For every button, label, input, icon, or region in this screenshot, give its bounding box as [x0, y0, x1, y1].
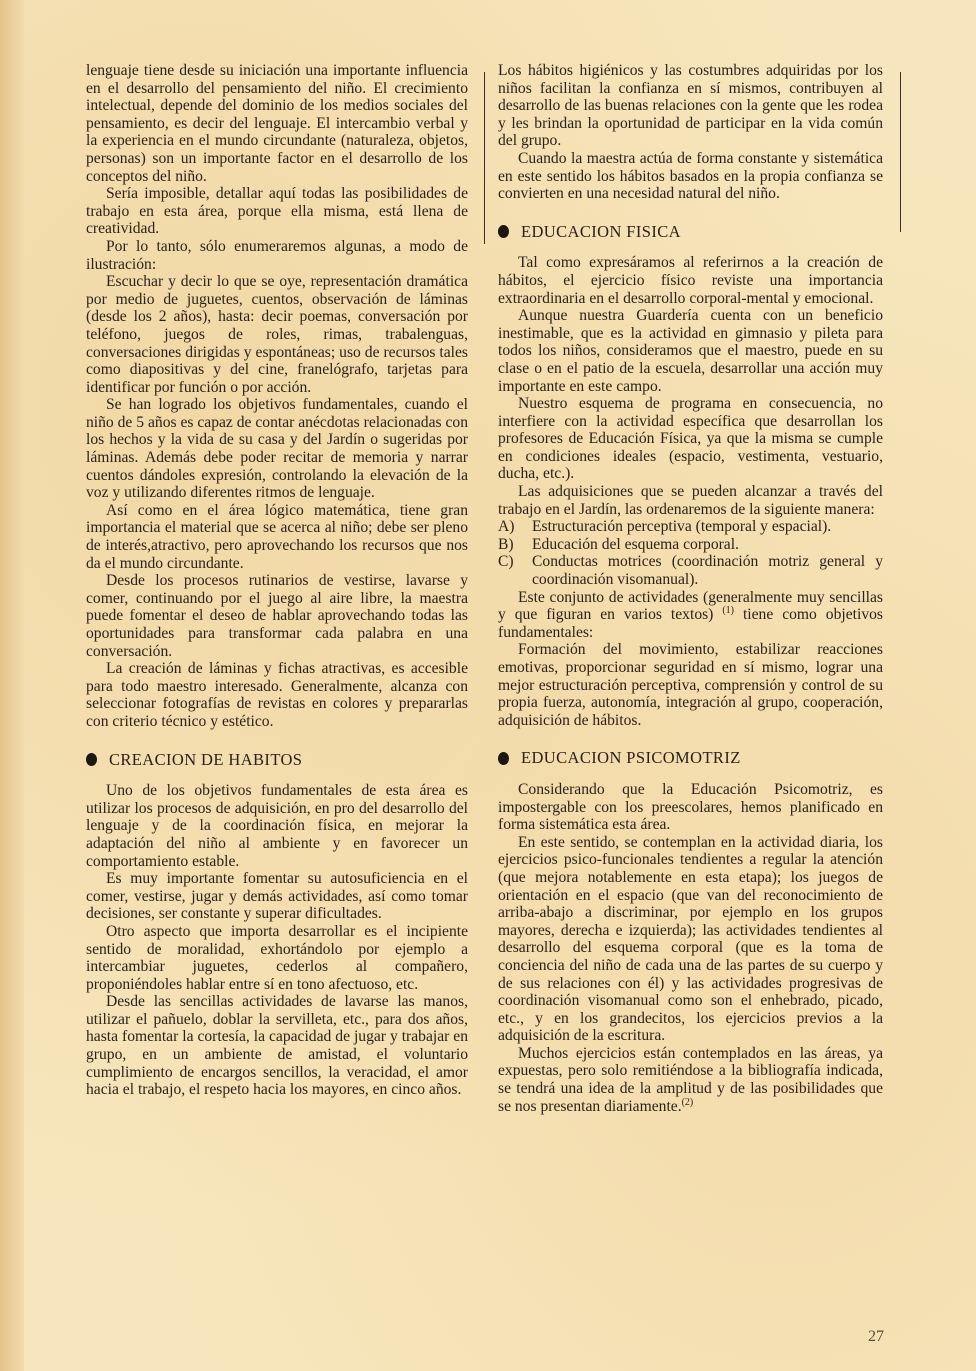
- paragraph: Nuestro esquema de programa en consecuencia, no interfiere con la actividad específica que desarrollan los profesores de Educación Física, ya que la misma se cumple en condiciones ideales (espacio, vestimenta, vestuario, ducha, etc.).: [498, 395, 883, 483]
- paragraph: Es muy importante fomentar su autosuficiencia en el comer, vestirse, jugar y demás actividades, así como tomar decisiones, ser constante y superar dificultades.: [86, 870, 468, 923]
- list-text: Estructuración perceptiva (temporal y espacial).: [532, 518, 832, 536]
- heading-text: EDUCACION PSICOMOTRIZ: [521, 748, 741, 768]
- left-column: [86, 62, 468, 1099]
- paragraph: En este sentido, se contemplan en la actividad diaria, los ejercicios psico-funcionales tendientes a regular la atención (que mejora notablemente en esta etapa); los juegos de orientación en el espacio (que van del reconocimiento de arriba-abajo a discriminar, por ejemplo en los grupos mayores, derecha e izquierda); las actividades tendientes al desarrollo del esquema corporal (que es la toma de conciencia del niño de cada una de las partes de su cuerpo y de sus relaciones con él) y las actividades progresivas de coordinación visomanual como son el enhebrado, picado, etc., y en los grandecitos, los ejercicios previos a la adquisición de la escritura.: [498, 833, 883, 1045]
- paragraph: Así como en el área lógico matemática, tiene gran importancia el material que se acerca al niño; debe ser pleno de interés,atractivo, pero aprovechando los recursos que nos da el mundo circundante.: [86, 501, 468, 572]
- paragraph-text: Este conjunto de actividades (generalmente muy sencillas y que figuran en varios textos): [498, 588, 883, 624]
- paragraph: [498, 1045, 883, 1115]
- paragraph-text: Muchos ejercicios están contemplados en las áreas, ya expuestas, pero solo remitiéndose a la bibliografía indicada, se tendrá una idea de la amplitud y de las posibilidades que se nos presentan diariamente.: [498, 1044, 883, 1115]
- list-label: C): [498, 553, 514, 571]
- section-heading-fisica: [498, 223, 883, 241]
- paragraph: Aunque nuestra Guardería cuenta con un beneficio inestimable, que es la actividad en gimnasio y pileta para todos los niños, consideramos que el maestro, puede en su clase o en el patio de la escuela, desarrollar una acción muy importante en este campo.: [498, 307, 883, 395]
- list-label: A): [498, 518, 515, 536]
- section-heading-habitos: [86, 751, 468, 769]
- paragraph: Uno de los objetivos fundamentales de esta área es utilizar los procesos de adquisición, en pro del desarrollo del lenguaje y de la coordinación física, en mejorar la adaptación del niño al ambiente y en favorecer un comportamiento estable.: [86, 782, 468, 870]
- paragraph: Los hábitos higiénicos y las costumbres adquiridas por los niños facilitan la confianza en sí mismos, contribuyen al desarrollo de las buenas relaciones con la gente que les rodea y les brindan la oportunidad de participar en la vida común del grupo.: [498, 62, 883, 150]
- footnote-ref: (2): [681, 1096, 694, 1108]
- list-text: Educación del esquema corporal.: [532, 535, 739, 553]
- footnote-ref: (1): [722, 605, 734, 617]
- bullet-icon: [498, 752, 509, 765]
- paragraph: Cuando la maestra actúa de forma constante y sistemática en este sentido los hábitos basados en la propia confianza se convierten en una necesidad natural del niño.: [498, 149, 883, 203]
- section-heading-psicomotriz: [498, 749, 883, 767]
- paragraph: Desde las sencillas actividades de lavarse las manos, utilizar el pañuelo, doblar la servilleta, etc., para dos años, hasta fomentar la cortesía, la capacidad de jugar y trabajar en grupo, en un ambiente de amistad, el voluntario cumplimiento de encargos sencillos, la veracidad, el amor hacia el trabajo, el respeto hacia los mayores, en cinco años.: [86, 993, 468, 1099]
- paragraph: La creación de láminas y fichas atractivas, es accesible para todo maestro interesado. Generalmente, alcanza con seleccionar fotografías de revistas en colores y prepararlas con criterio técnico y estético.: [86, 660, 468, 730]
- column-rule-middle: [484, 72, 485, 244]
- page-number: 27: [868, 1328, 884, 1345]
- bullet-icon: [498, 225, 509, 238]
- column-rule-right: [900, 72, 901, 232]
- list-text: Conductas motrices (coordinación motriz general y coordinación visomanual).: [532, 553, 883, 589]
- paragraph: Sería imposible, detallar aquí todas las posibilidades de trabajo en esta área, porque ella misma, está llena de creatividad.: [86, 185, 468, 238]
- heading-text: CREACION DE HABITOS: [109, 749, 303, 769]
- heading-text: EDUCACION FISICA: [521, 221, 681, 241]
- paragraph: Las adquisiciones que se pueden alcanzar a través del trabajo en el Jardín, las ordenaremos de la siguiente manera:: [498, 483, 883, 518]
- paragraph-text: tiene como objetivos fundamentales:: [498, 606, 883, 641]
- list-item: [498, 536, 883, 554]
- bullet-icon: [86, 753, 97, 766]
- paragraph: Tal como expresáramos al referirnos a la creación de hábitos, el ejercicio físico reviste una importancia extraordinaria en el desarrollo corporal-mental y emocional.: [498, 254, 883, 307]
- paragraph: lenguaje tiene desde su iniciación una importante influencia en el desarrollo del pensamiento del niño. El crecimiento intelectual, depende del dominio de los medios sociales del pensamiento, es decir del lenguaje. El intercambio verbal y la experiencia en el mundo circundante (naturaleza, objetos, personas) son un importante factor en el desarrollo de los conceptos del niño.: [86, 62, 468, 185]
- right-column: [498, 62, 883, 1115]
- list-item: [498, 518, 883, 536]
- page-left-edge: [0, 0, 24, 1371]
- paragraph: [498, 589, 883, 642]
- paragraph: Por lo tanto, sólo enumeraremos algunas, a modo de ilustración:: [86, 237, 468, 273]
- list-item: [498, 553, 883, 588]
- list-label: B): [498, 535, 514, 553]
- paragraph: Se han logrado los objetivos fundamentales, cuando el niño de 5 años es capaz de contar anécdotas relacionadas con los hechos y la vida de su casa y del Jardín o sugeridas por láminas. Además debe poder recitar de memoria y narrar cuentos dándoles expresión, controlando la elevación de la voz y utilizando diferentes ritmos de lenguaje.: [86, 396, 468, 502]
- paragraph: Considerando que la Educación Psicomotriz, es impostergable con los preescolares, hemos planificado en forma sistemática esta área.: [498, 780, 883, 834]
- paragraph: Formación del movimiento, estabilizar reacciones emotivas, proporcionar seguridad en sí mismo, lograr una mejor estructuración perceptiva, comprensión y control de su propia fuerza, autonomía, integración al grupo, cooperación, adquisición de hábitos.: [498, 641, 883, 729]
- paragraph: Desde los procesos rutinarios de vestirse, lavarse y comer, continuando por el juego al aire libre, la maestra puede fomentar el deseo de hablar aprovechando todas las oportunidades para transformar cada palabra en una conversación.: [86, 572, 468, 660]
- paragraph: Escuchar y decir lo que se oye, representación dramática por medio de juguetes, cuentos, observación de láminas (desde los 2 años), hasta: decir poemas, conversación por teléfono, juegos de roles, rimas, trabalenguas, conversaciones dirigidas y espontáneas; uso de recursos tales como diapositivas y del cine, franelógrafo, tarjetas para identificar por función o por acción.: [86, 273, 468, 396]
- paragraph: Otro aspecto que importa desarrollar es el incipiente sentido de moralidad, exhortándolo por ejemplo a intercambiar juguetes, cederlos al compañero, proponiéndoles hablar entre sí en tono afectuoso, etc.: [86, 922, 468, 993]
